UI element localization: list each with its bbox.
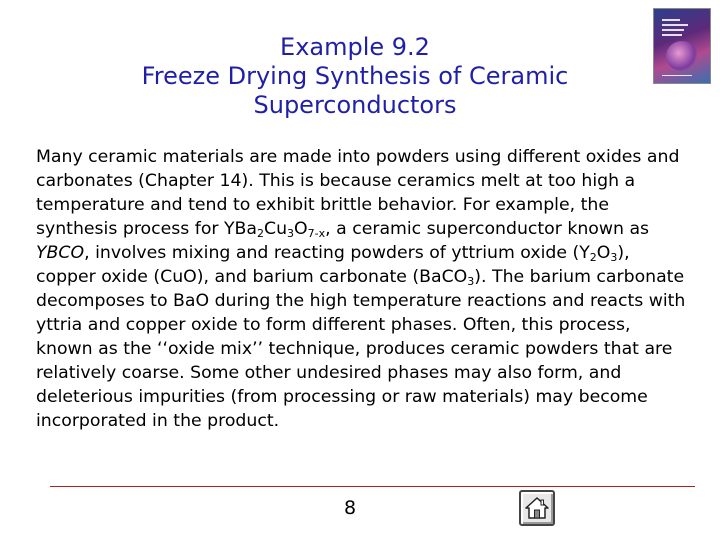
- footer-divider: [50, 486, 695, 487]
- home-icon: [524, 495, 550, 521]
- title-line-2: Freeze Drying Synthesis of Ceramic: [141, 62, 569, 90]
- title-line-1: Example 9.2: [280, 33, 430, 61]
- book-cover-icon: [653, 8, 711, 84]
- body-paragraph: Many ceramic materials are made into powders using different oxides and carbonates (Chapter 14). This is because ceramics melt at too high a temperature and tend to exhibit brittle behavior. For example, the synthesis process for $YBa_2Cu_3O_{7-x}$, a ceramic superconductor known as YBCO, involves mixing and reacting powders of yttrium oxide $(Y_2O_3)$, copper oxide (CuO), and barium carbonate (BaCO$_3$). The barium carbonate decomposes to BaO during the high temperature reactions and reacts with yttria and copper oxide to form different phases. Often, this process, known as the ‘‘oxide mix’’ technique, produces ceramic powders that are relatively coarse. Some other undesired phases may also form, and deleterious impurities (from processing or raw materials) may become incorporated in the product.: [36, 147, 686, 431]
- page-number: 8: [343, 497, 357, 519]
- title-line-3: Superconductors: [253, 91, 457, 119]
- slide-title: [80, 33, 630, 120]
- home-button[interactable]: [519, 490, 555, 526]
